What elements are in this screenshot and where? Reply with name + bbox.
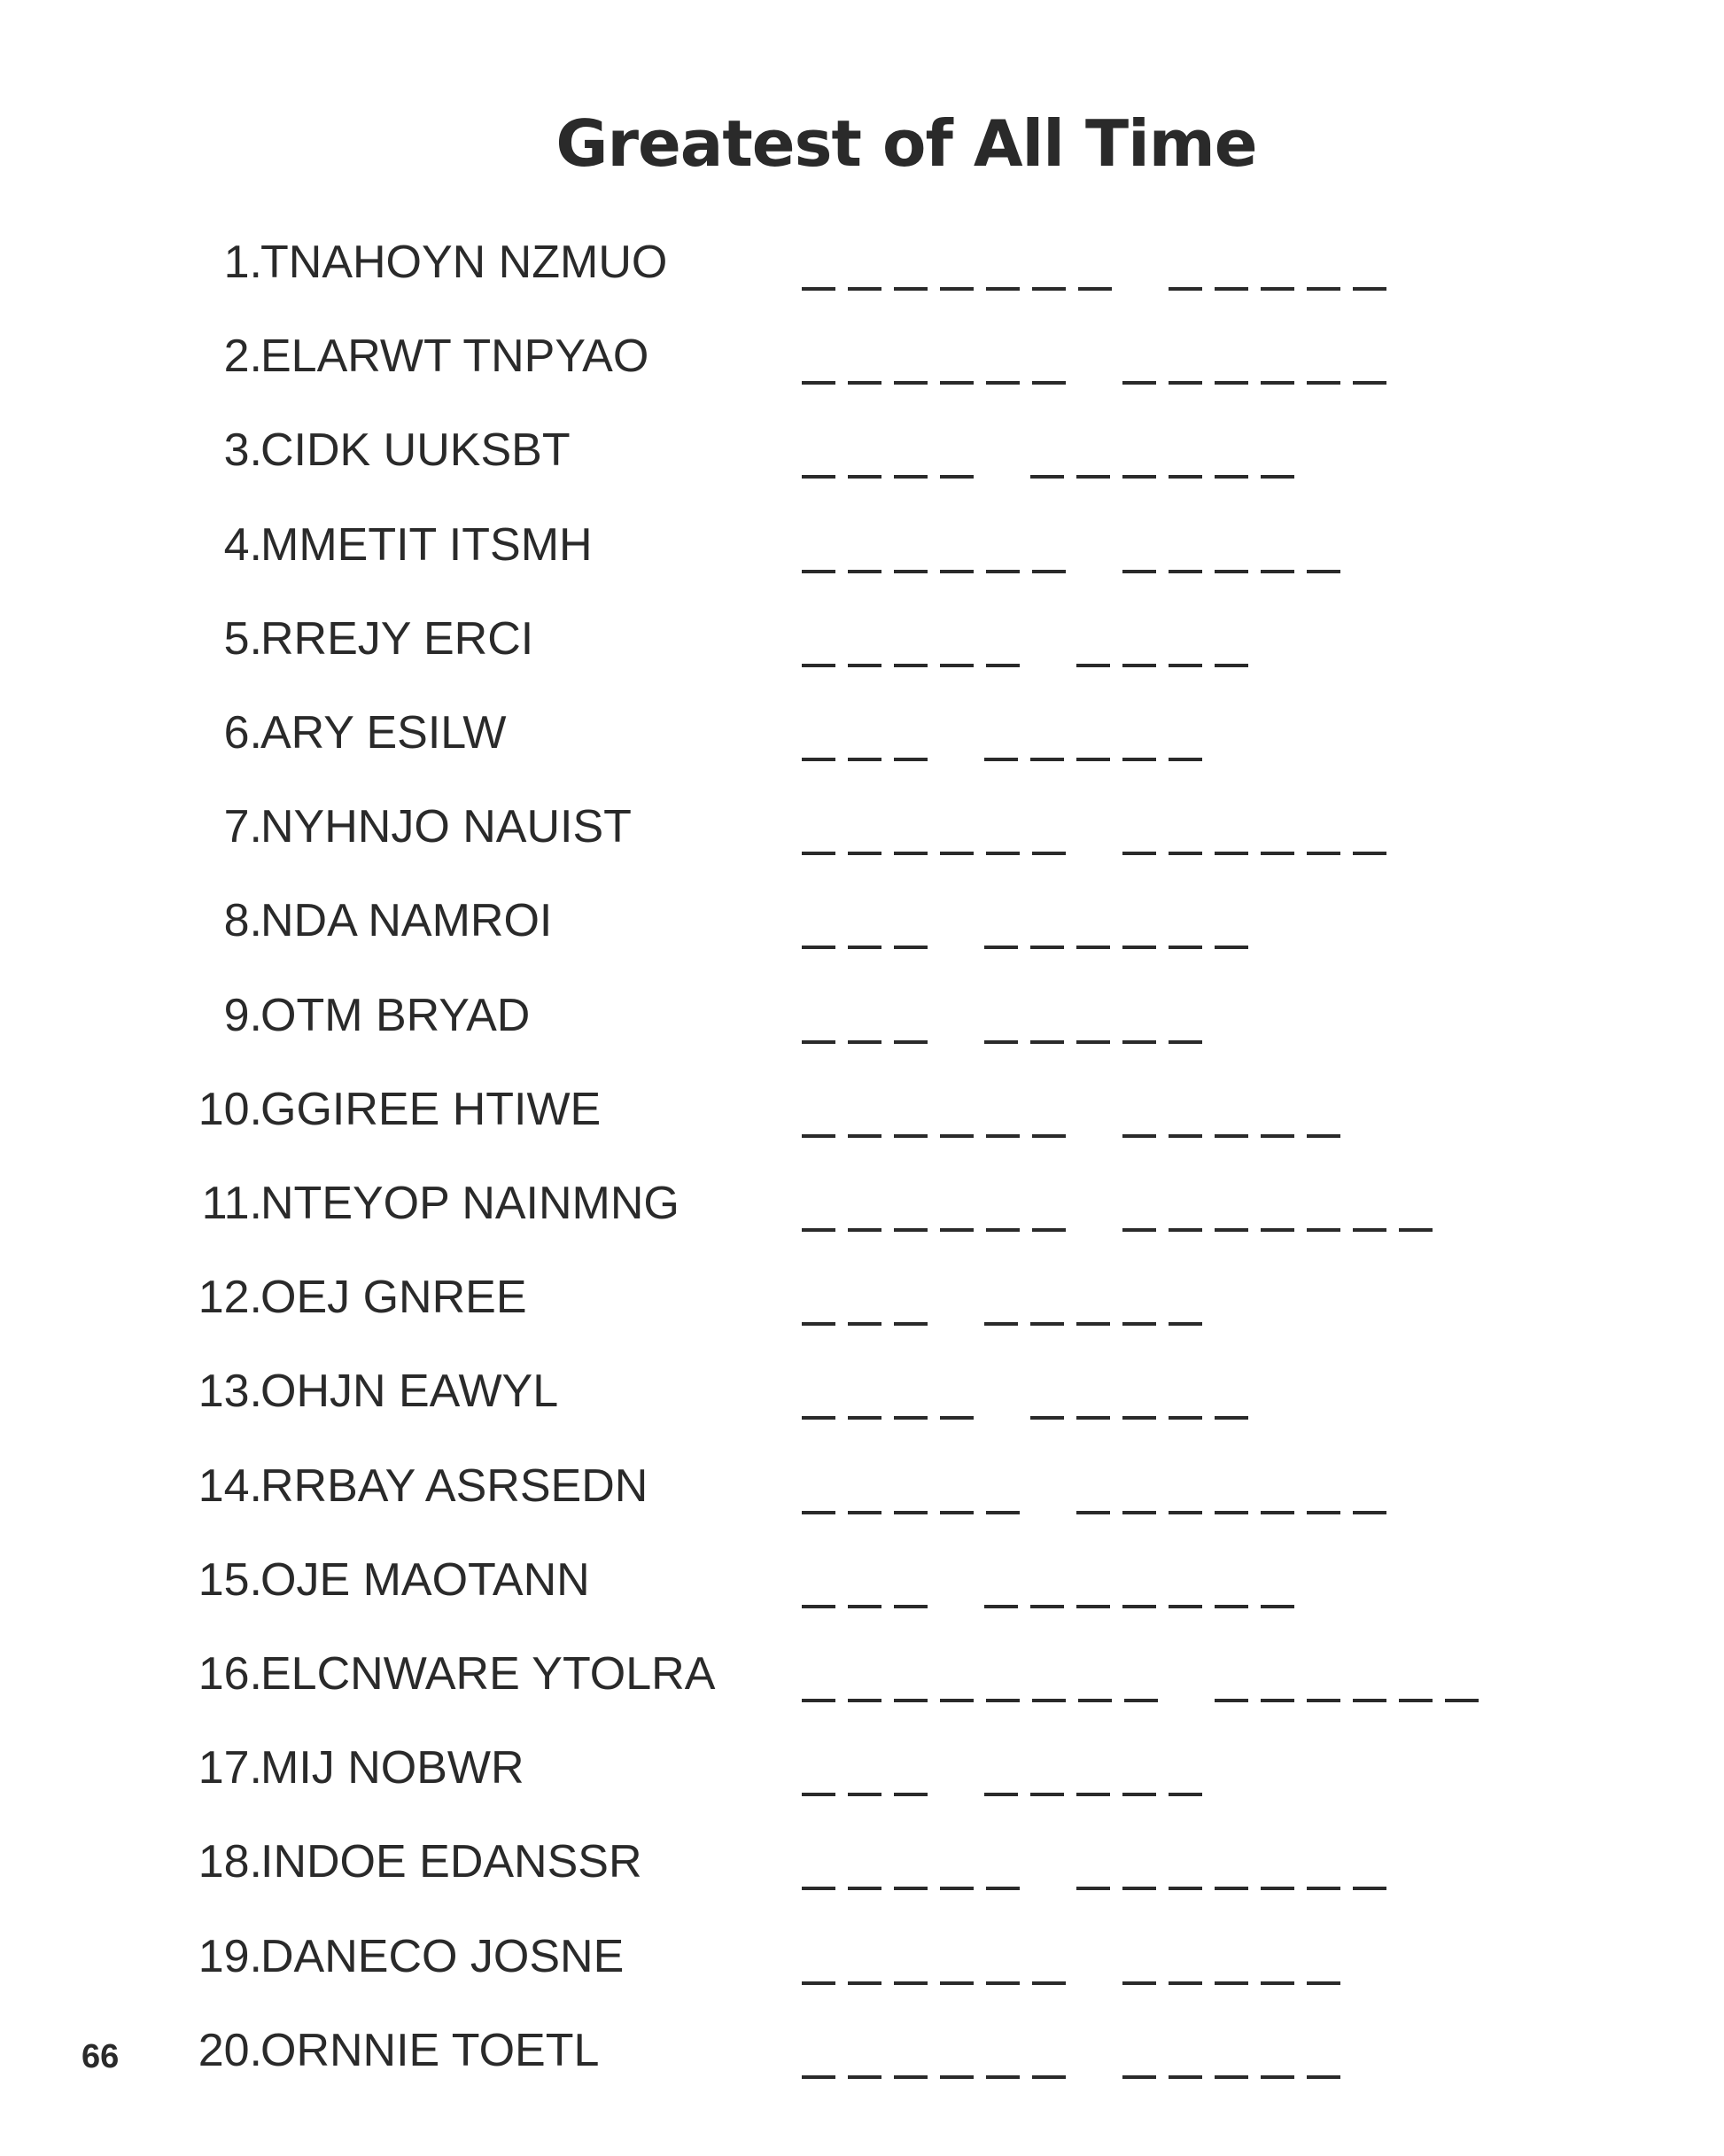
clue-number: 17. [198, 1742, 262, 1794]
letter-blank[interactable] [1261, 1981, 1294, 1985]
scrambled-words: TNAHOYN NZMUO [260, 237, 668, 288]
puzzle-row [0, 1554, 1724, 1628]
letter-blank[interactable] [1078, 1699, 1112, 1702]
letter-blank[interactable] [1353, 1699, 1386, 1702]
letter-blank[interactable] [848, 1134, 881, 1138]
letter-blank[interactable] [940, 1228, 974, 1232]
letter-blank[interactable] [1030, 1040, 1064, 1044]
clue-number: 18. [198, 1836, 262, 1887]
clue-number: 8. [223, 895, 262, 946]
letter-blank[interactable] [802, 664, 835, 667]
letter-blank[interactable] [986, 1228, 1020, 1232]
letter-blank[interactable] [848, 1322, 881, 1326]
letter-blank[interactable] [1030, 758, 1064, 761]
letter-blank[interactable] [1307, 1981, 1340, 1985]
letter-blank[interactable] [894, 1511, 928, 1514]
letter-blank[interactable] [1169, 1887, 1202, 1890]
letter-blank[interactable] [1169, 758, 1202, 761]
letter-blank[interactable] [1215, 2075, 1248, 2079]
letter-blank[interactable] [1307, 381, 1340, 385]
letter-blank[interactable] [802, 475, 835, 479]
letter-blank[interactable] [1169, 1416, 1202, 1420]
clue-number: 14. [198, 1460, 262, 1512]
letter-blank[interactable] [1307, 570, 1340, 573]
letter-blank[interactable] [1261, 475, 1294, 479]
clue-number: 13. [198, 1366, 262, 1417]
letter-blank[interactable] [802, 1416, 835, 1420]
letter-blank[interactable] [986, 2075, 1020, 2079]
letter-blank[interactable] [1445, 1699, 1479, 1702]
letter-blank[interactable] [940, 1511, 974, 1514]
letter-blank[interactable] [1169, 1793, 1202, 1796]
letter-blank[interactable] [802, 1511, 835, 1514]
letter-blank[interactable] [848, 664, 881, 667]
letter-blank[interactable] [1076, 1511, 1110, 1514]
letter-blank[interactable] [1122, 381, 1156, 385]
letter-blank[interactable] [1030, 946, 1064, 949]
letter-blank[interactable] [848, 1040, 881, 1044]
letter-blank[interactable] [1032, 1228, 1066, 1232]
puzzle-row [0, 992, 1724, 1063]
letter-blank[interactable] [1169, 2075, 1202, 2079]
letter-blank[interactable] [1261, 1887, 1294, 1890]
scrambled-words: ARY ESILW [260, 707, 507, 759]
clue-number: 1. [223, 237, 262, 288]
letter-blank[interactable] [986, 1511, 1020, 1514]
scrambled-words: NTEYOP NAINMNG [260, 1178, 680, 1229]
letter-blank[interactable] [894, 1793, 928, 1796]
letter-blank[interactable] [894, 1322, 928, 1326]
letter-blank[interactable] [1076, 758, 1110, 761]
letter-blank[interactable] [1215, 475, 1248, 479]
letter-blank[interactable] [1215, 1887, 1248, 1890]
letter-blank[interactable] [1078, 287, 1112, 291]
puzzle-row [0, 613, 1724, 687]
letter-blank[interactable] [894, 1699, 928, 1702]
letter-blank[interactable] [1076, 664, 1110, 667]
letter-blank[interactable] [1261, 381, 1294, 385]
letter-blank[interactable] [1261, 1699, 1294, 1702]
letter-blank[interactable] [802, 2075, 835, 2079]
letter-blank[interactable] [986, 664, 1020, 667]
letter-blank[interactable] [1076, 1793, 1110, 1796]
letter-blank[interactable] [1169, 287, 1202, 291]
letter-blank[interactable] [848, 1981, 881, 1985]
letter-blank[interactable] [1169, 1981, 1202, 1985]
puzzle-row [0, 1274, 1724, 1345]
letter-blank[interactable] [1122, 1322, 1156, 1326]
letter-blank[interactable] [1215, 1416, 1248, 1420]
letter-blank[interactable] [940, 475, 974, 479]
letter-blank[interactable] [986, 1134, 1020, 1138]
letter-blank[interactable] [1076, 946, 1110, 949]
puzzle-row [0, 1180, 1724, 1251]
puzzle-row [0, 707, 1724, 781]
letter-blank[interactable] [1169, 664, 1202, 667]
letter-blank[interactable] [986, 1699, 1020, 1702]
letter-blank[interactable] [1215, 570, 1248, 573]
letter-blank[interactable] [986, 570, 1020, 573]
letter-blank[interactable] [802, 1228, 835, 1232]
letter-blank[interactable] [940, 570, 974, 573]
letter-blank[interactable] [848, 381, 881, 385]
letter-blank[interactable] [1032, 2075, 1066, 2079]
letter-blank[interactable] [848, 2075, 881, 2079]
letter-blank[interactable] [848, 475, 881, 479]
letter-blank[interactable] [802, 287, 835, 291]
letter-blank[interactable] [1215, 1134, 1248, 1138]
letter-blank[interactable] [1353, 1887, 1386, 1890]
letter-blank[interactable] [802, 1981, 835, 1985]
letter-blank[interactable] [1353, 1511, 1386, 1514]
letter-blank[interactable] [1307, 2075, 1340, 2079]
letter-blank[interactable] [1122, 946, 1156, 949]
letter-blank[interactable] [1122, 570, 1156, 573]
letter-blank[interactable] [940, 1887, 974, 1890]
letter-blank[interactable] [894, 946, 928, 949]
letter-blank[interactable] [1122, 1040, 1156, 1044]
letter-blank[interactable] [894, 1416, 928, 1420]
letter-blank[interactable] [1215, 1699, 1248, 1702]
clue-number: 16. [198, 1648, 262, 1700]
puzzle-row [0, 239, 1724, 310]
clue-number: 11. [201, 1178, 262, 1229]
letter-blank[interactable] [848, 1511, 881, 1514]
page-title: Greatest of All Time [555, 106, 1257, 181]
letter-blank[interactable] [848, 758, 881, 761]
letter-blank[interactable] [1124, 1699, 1158, 1702]
letter-blank[interactable] [1261, 1134, 1294, 1138]
letter-blank[interactable] [1032, 852, 1066, 855]
letter-blank[interactable] [1122, 1134, 1156, 1138]
letter-blank[interactable] [1169, 1322, 1202, 1326]
clue-number: 3. [223, 424, 262, 476]
letter-blank[interactable] [1030, 1605, 1064, 1608]
letter-blank[interactable] [894, 475, 928, 479]
letter-blank[interactable] [1215, 1605, 1248, 1608]
letter-blank[interactable] [1122, 758, 1156, 761]
clue-number: 4. [223, 519, 262, 571]
clue-number: 2. [223, 331, 262, 382]
letter-blank[interactable] [1169, 570, 1202, 573]
letter-blank[interactable] [894, 758, 928, 761]
letter-blank[interactable] [1215, 852, 1248, 855]
letter-blank[interactable] [1076, 1040, 1110, 1044]
letter-blank[interactable] [1032, 570, 1066, 573]
letter-blank[interactable] [1122, 475, 1156, 479]
letter-blank[interactable] [1122, 852, 1156, 855]
letter-blank[interactable] [1032, 1981, 1066, 1985]
puzzle-row [0, 1836, 1724, 1910]
letter-blank[interactable] [1122, 1511, 1156, 1514]
letter-blank[interactable] [940, 287, 974, 291]
letter-blank[interactable] [984, 1322, 1018, 1326]
letter-blank[interactable] [1307, 1228, 1340, 1232]
letter-blank[interactable] [1261, 287, 1294, 291]
letter-blank[interactable] [802, 1134, 835, 1138]
letter-blank[interactable] [1169, 852, 1202, 855]
letter-blank[interactable] [1169, 946, 1202, 949]
clue-number: 20. [198, 2025, 262, 2076]
letter-blank[interactable] [1399, 1699, 1433, 1702]
scrambled-words: ELARWT TNPYAO [260, 331, 649, 382]
letter-blank[interactable] [1353, 1228, 1386, 1232]
letter-blank[interactable] [986, 381, 1020, 385]
letter-blank[interactable] [1215, 1981, 1248, 1985]
letter-blank[interactable] [1122, 1416, 1156, 1420]
puzzle-row [0, 519, 1724, 593]
letter-blank[interactable] [1261, 1605, 1294, 1608]
scrambled-words: CIDK UUKSBT [260, 424, 571, 476]
clue-number: 12. [198, 1272, 262, 1323]
letter-blank[interactable] [802, 570, 835, 573]
letter-blank[interactable] [894, 1887, 928, 1890]
puzzle-row [0, 1460, 1724, 1534]
letter-blank[interactable] [1032, 1134, 1066, 1138]
letter-blank[interactable] [1076, 1416, 1110, 1420]
letter-blank[interactable] [1122, 664, 1156, 667]
letter-blank[interactable] [802, 1605, 835, 1608]
scrambled-words: INDOE EDANSSR [260, 1836, 642, 1887]
clue-number: 9. [223, 990, 262, 1041]
letter-blank[interactable] [894, 664, 928, 667]
letter-blank[interactable] [1076, 1322, 1110, 1326]
letter-blank[interactable] [940, 1981, 974, 1985]
scrambled-words: ORNNIE TOETL [260, 2025, 600, 2076]
letter-blank[interactable] [894, 1981, 928, 1985]
letter-blank[interactable] [1169, 1605, 1202, 1608]
letter-blank[interactable] [1030, 1416, 1064, 1420]
letter-blank[interactable] [1032, 1699, 1066, 1702]
puzzle-row [0, 1368, 1724, 1439]
letter-blank[interactable] [1215, 287, 1248, 291]
clue-number: 6. [223, 707, 262, 759]
letter-blank[interactable] [894, 852, 928, 855]
letter-blank[interactable] [1122, 1605, 1156, 1608]
letter-blank[interactable] [1307, 287, 1340, 291]
scrambled-words: OHJN EAWYL [260, 1366, 559, 1417]
letter-blank[interactable] [1030, 1793, 1064, 1796]
letter-blank[interactable] [1076, 475, 1110, 479]
letter-blank[interactable] [894, 570, 928, 573]
letter-blank[interactable] [940, 852, 974, 855]
letter-blank[interactable] [802, 1793, 835, 1796]
letter-blank[interactable] [1215, 1511, 1248, 1514]
letter-blank[interactable] [1307, 1887, 1340, 1890]
page-number: 66 [82, 2038, 120, 2075]
letter-blank[interactable] [1030, 475, 1064, 479]
scrambled-words: DANECO JOSNE [260, 1931, 625, 1982]
letter-blank[interactable] [940, 381, 974, 385]
letter-blank[interactable] [1169, 1134, 1202, 1138]
letter-blank[interactable] [1215, 1228, 1248, 1232]
letter-blank[interactable] [1261, 2075, 1294, 2079]
letter-blank[interactable] [1215, 381, 1248, 385]
letter-blank[interactable] [1307, 852, 1340, 855]
letter-blank[interactable] [1030, 1322, 1064, 1326]
letter-blank[interactable] [986, 852, 1020, 855]
puzzle-row [0, 895, 1724, 969]
puzzle-row [0, 2025, 1724, 2098]
puzzle-row [0, 1086, 1724, 1157]
letter-blank[interactable] [1032, 287, 1066, 291]
scrambled-words: RRBAY ASRSEDN [260, 1460, 648, 1512]
letter-blank[interactable] [940, 1134, 974, 1138]
puzzle-row [0, 333, 1724, 404]
letter-blank[interactable] [848, 1793, 881, 1796]
letter-blank[interactable] [802, 758, 835, 761]
letter-blank[interactable] [802, 1699, 835, 1702]
letter-blank[interactable] [1353, 852, 1386, 855]
letter-blank[interactable] [802, 381, 835, 385]
scrambled-words: NYHNJO NAUIST [260, 801, 632, 852]
letter-blank[interactable] [894, 2075, 928, 2079]
letter-blank[interactable] [848, 1416, 881, 1420]
letter-blank[interactable] [1307, 1699, 1340, 1702]
scrambled-words: GGIREE HTIWE [260, 1084, 602, 1135]
letter-blank[interactable] [984, 1793, 1018, 1796]
letter-blank[interactable] [1169, 381, 1202, 385]
letter-blank[interactable] [1122, 1228, 1156, 1232]
puzzle-row [0, 801, 1724, 875]
letter-blank[interactable] [894, 1040, 928, 1044]
puzzle-row [0, 1742, 1724, 1816]
scrambled-words: ELCNWARE YTOLRA [260, 1648, 716, 1700]
letter-blank[interactable] [848, 1887, 881, 1890]
letter-blank[interactable] [1122, 1887, 1156, 1890]
clue-number: 5. [223, 613, 262, 665]
letter-blank[interactable] [940, 1699, 974, 1702]
letter-blank[interactable] [848, 1228, 881, 1232]
letter-blank[interactable] [940, 2075, 974, 2079]
clue-number: 15. [198, 1554, 262, 1606]
letter-blank[interactable] [984, 758, 1018, 761]
letter-blank[interactable] [894, 1605, 928, 1608]
letter-blank[interactable] [894, 287, 928, 291]
scrambled-words: NDA NAMROI [260, 895, 553, 946]
letter-blank[interactable] [802, 946, 835, 949]
scrambled-words: OJE MAOTANN [260, 1554, 590, 1606]
letter-blank[interactable] [1307, 1511, 1340, 1514]
letter-blank[interactable] [1261, 570, 1294, 573]
clue-number: 7. [223, 801, 262, 852]
letter-blank[interactable] [848, 1699, 881, 1702]
letter-blank[interactable] [1122, 1793, 1156, 1796]
scrambled-words: OTM BRYAD [260, 990, 531, 1041]
letter-blank[interactable] [848, 287, 881, 291]
puzzle-row [0, 1931, 1724, 2004]
letter-blank[interactable] [986, 1981, 1020, 1985]
clue-number: 19. [198, 1931, 262, 1982]
letter-blank[interactable] [1353, 381, 1386, 385]
letter-blank[interactable] [986, 1887, 1020, 1890]
letter-blank[interactable] [848, 946, 881, 949]
letter-blank[interactable] [1261, 1511, 1294, 1514]
letter-blank[interactable] [1169, 1040, 1202, 1044]
scrambled-words: MIJ NOBWR [260, 1742, 524, 1794]
letter-blank[interactable] [894, 1134, 928, 1138]
puzzle-row [0, 424, 1724, 498]
letter-blank[interactable] [802, 1887, 835, 1890]
letter-blank[interactable] [1076, 1887, 1110, 1890]
scrambled-words: MMETIT ITSMH [260, 519, 593, 571]
letter-blank[interactable] [1307, 1134, 1340, 1138]
letter-blank[interactable] [894, 1228, 928, 1232]
letter-blank[interactable] [1169, 1511, 1202, 1514]
scrambled-words: RREJY ERCI [260, 613, 534, 665]
letter-blank[interactable] [1261, 852, 1294, 855]
letter-blank[interactable] [1122, 2075, 1156, 2079]
letter-blank[interactable] [940, 664, 974, 667]
letter-blank[interactable] [1353, 287, 1386, 291]
letter-blank[interactable] [1076, 1605, 1110, 1608]
letter-blank[interactable] [984, 946, 1018, 949]
letter-blank[interactable] [1215, 946, 1248, 949]
letter-blank[interactable] [940, 1416, 974, 1420]
letter-blank[interactable] [848, 852, 881, 855]
letter-blank[interactable] [894, 381, 928, 385]
letter-blank[interactable] [1399, 1228, 1433, 1232]
scrambled-words: OEJ GNREE [260, 1272, 527, 1323]
letter-blank[interactable] [848, 570, 881, 573]
letter-blank[interactable] [1032, 381, 1066, 385]
clue-number: 10. [198, 1084, 262, 1135]
letter-blank[interactable] [802, 852, 835, 855]
letter-blank[interactable] [848, 1605, 881, 1608]
letter-blank[interactable] [1169, 475, 1202, 479]
letter-blank[interactable] [986, 287, 1020, 291]
letter-blank[interactable] [984, 1605, 1018, 1608]
letter-blank[interactable] [984, 1040, 1018, 1044]
letter-blank[interactable] [1122, 1981, 1156, 1985]
letter-blank[interactable] [802, 1322, 835, 1326]
letter-blank[interactable] [1215, 664, 1248, 667]
letter-blank[interactable] [1169, 1228, 1202, 1232]
puzzle-row [0, 1648, 1724, 1722]
letter-blank[interactable] [1261, 1228, 1294, 1232]
letter-blank[interactable] [802, 1040, 835, 1044]
